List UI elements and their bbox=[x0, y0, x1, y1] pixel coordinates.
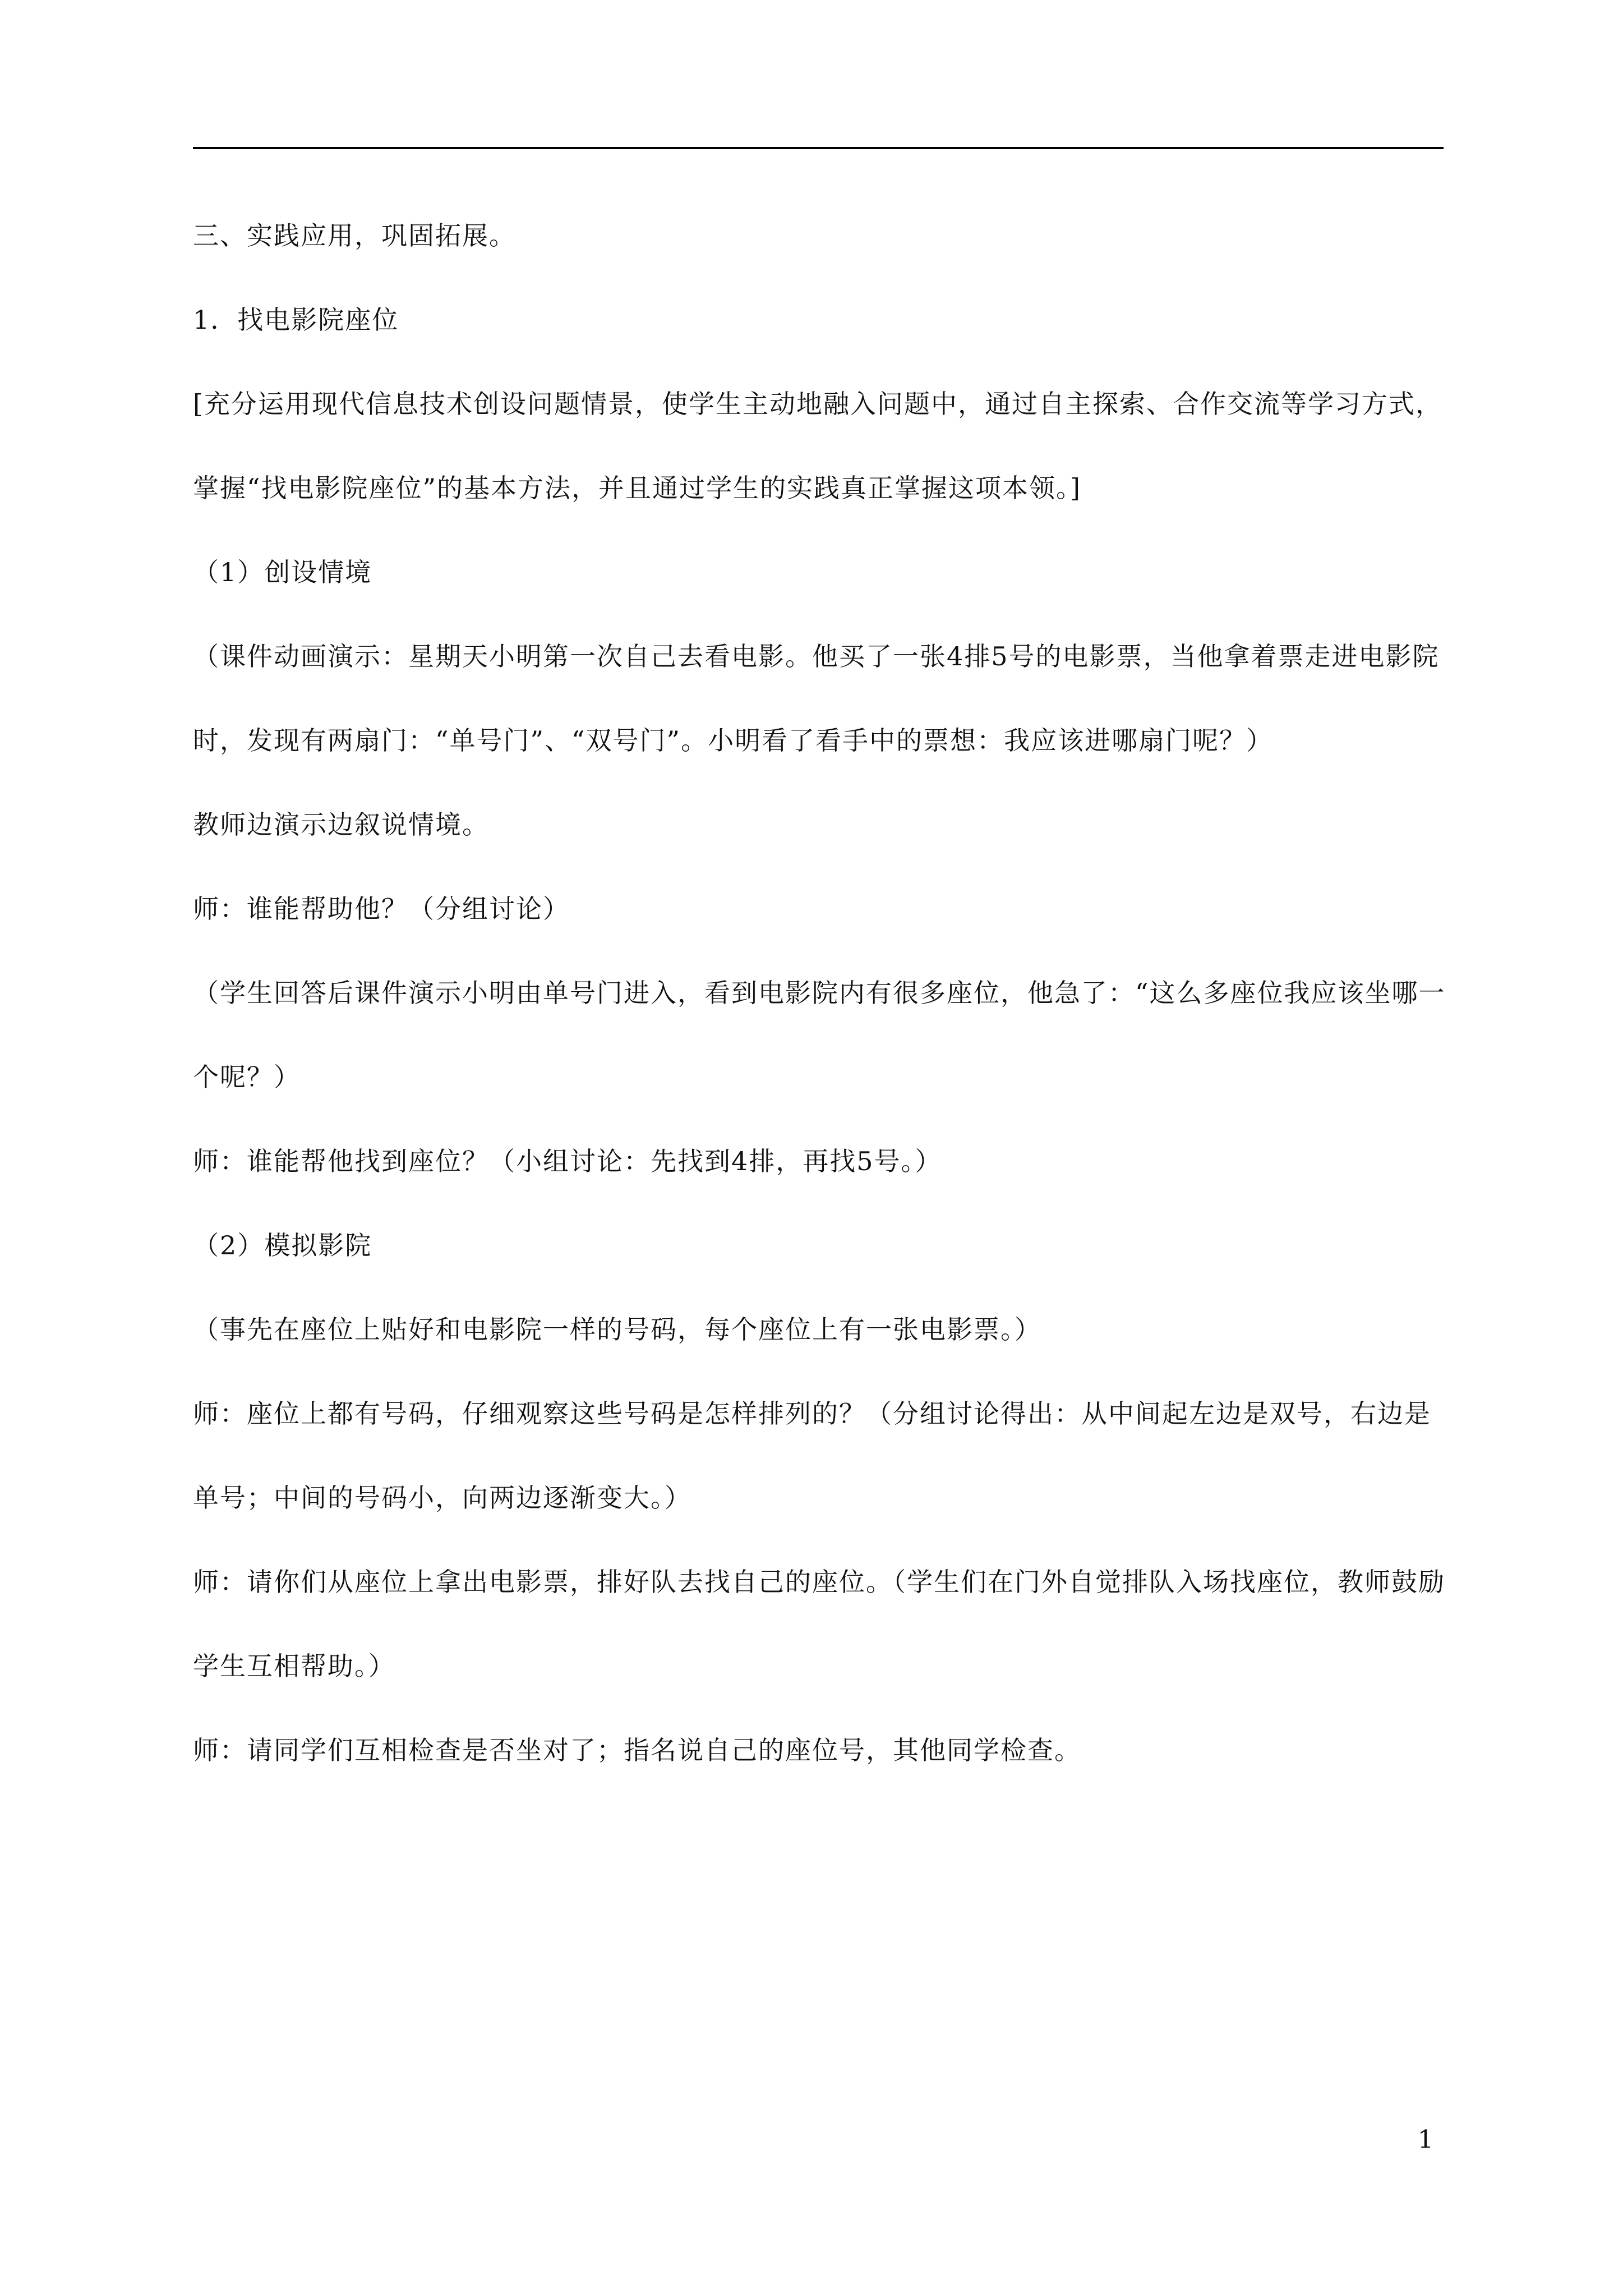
step-heading-1: （1）创设情境 bbox=[193, 557, 372, 587]
student-response-1: （学生回答后课件演示小明由单号门进入，看到电影院内有很多座位，他急了：“这么多座位我应该坐哪一个呢？） bbox=[193, 978, 1446, 1092]
teacher-question-1: 师：谁能帮助他？（分组讨论） bbox=[193, 894, 570, 924]
step-heading-2: （2）模拟影院 bbox=[193, 1230, 372, 1260]
subsection-heading: 1．找电影院座位 bbox=[193, 305, 399, 335]
teacher-instruction-1: 师：请你们从座位上拿出电影票，排好队去找自己的座位。（学生们在门外自觉排队入场找座位，教师鼓励学生互相帮助。） bbox=[193, 1567, 1445, 1681]
header-rule bbox=[193, 147, 1444, 149]
preparation-note: （事先在座位上贴好和电影院一样的号码，每个座位上有一张电影票。） bbox=[193, 1314, 1041, 1345]
teacher-instruction-2: 师：请同学们互相检查是否坐对了；指名说自己的座位号，其他同学检查。 bbox=[193, 1735, 1081, 1765]
section-heading: 三、实践应用，巩固拓展。 bbox=[193, 220, 516, 251]
teacher-question-3: 师：座位上都有号码，仔细观察这些号码是怎样排列的？（分组讨论得出：从中间起左边是双号，右边是单号；中间的号码小，向两边逐渐变大。） bbox=[193, 1398, 1431, 1513]
page-number: 1 bbox=[1418, 2125, 1433, 2154]
animation-description: （课件动画演示：星期天小明第一次自己去看电影。他买了一张4排5号的电影票，当他拿着票走进电影院时，发现有两扇门：“单号门”、“双号门”。小明看了看手中的票想：我应该进哪扇门呢？） bbox=[193, 641, 1440, 756]
teacher-question-2: 师：谁能帮他找到座位？（小组讨论：先找到4排，再找5号。） bbox=[193, 1146, 942, 1176]
document-body bbox=[193, 194, 1446, 1792]
design-intent-paragraph: [充分运用现代信息技术创设问题情景，使学生主动地融入问题中，通过自主探索、合作交流等学习方式，掌握“找电影院座位”的基本方法，并且通过学生的实践真正掌握这项本领。] bbox=[193, 389, 1442, 503]
teacher-action: 教师边演示边叙说情境。 bbox=[193, 809, 489, 840]
